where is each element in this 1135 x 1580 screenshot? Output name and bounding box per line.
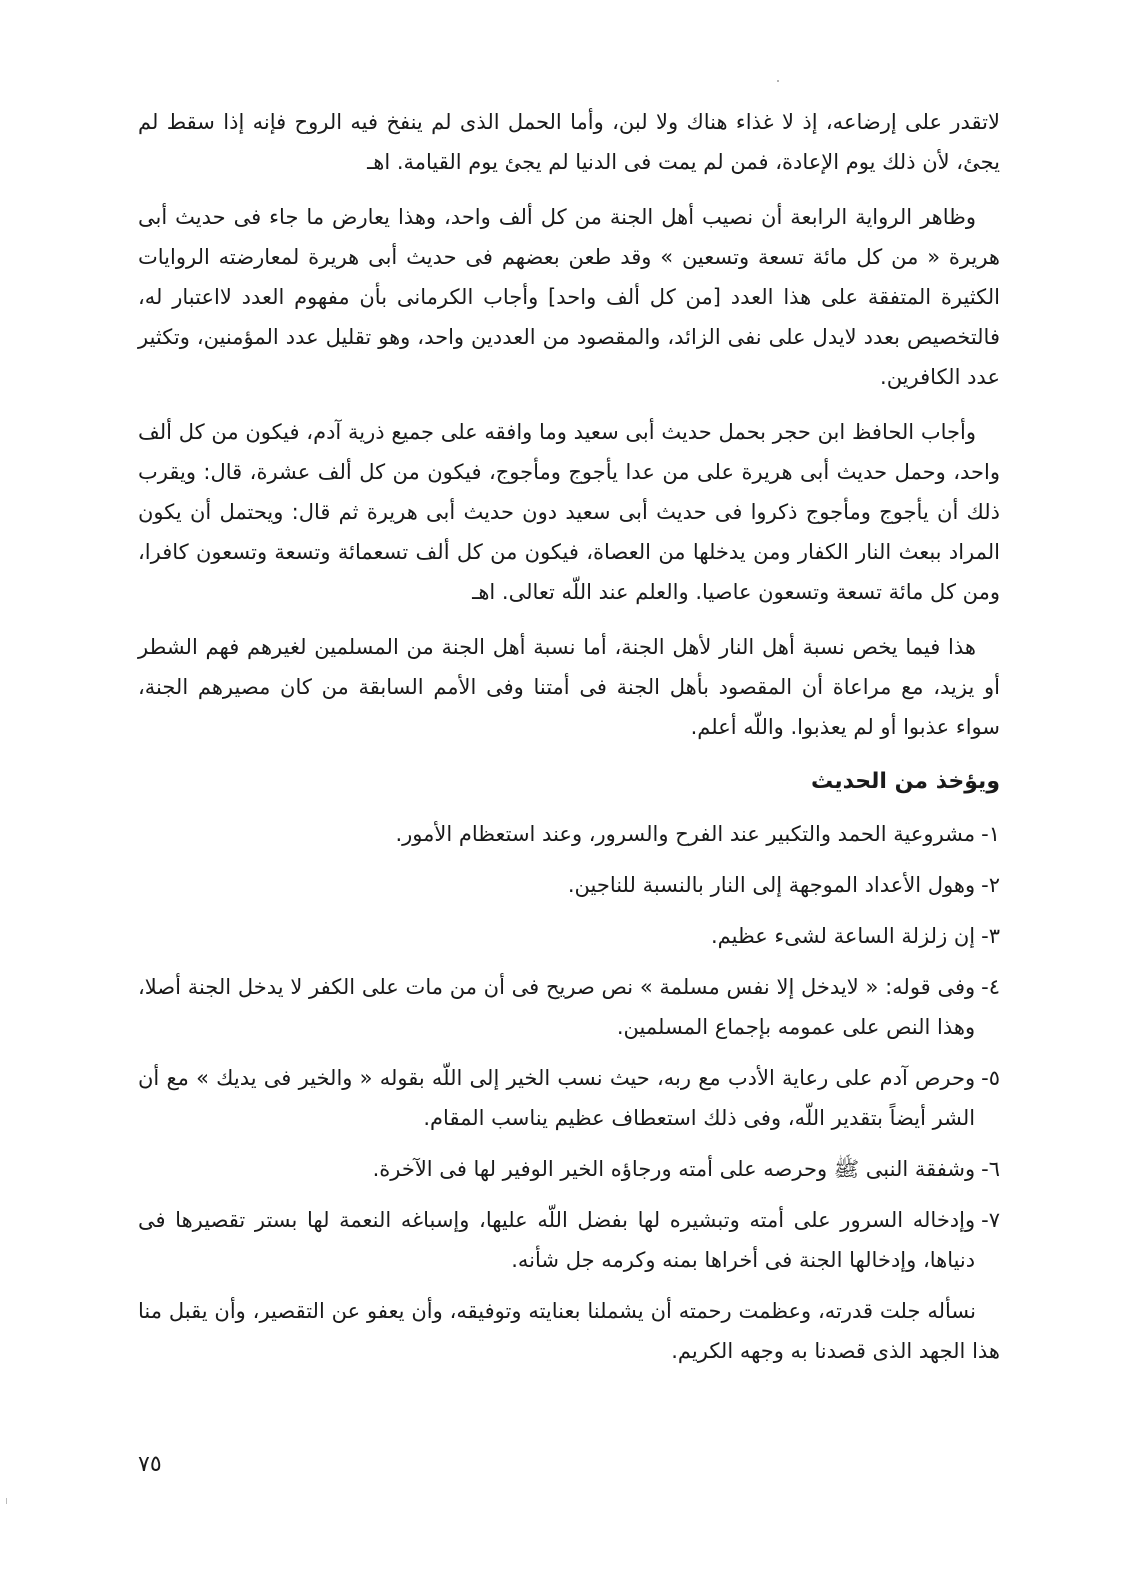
list-item-text: إن زلزلة الساعة لشىء عظيم.	[710, 924, 976, 948]
list-item	[138, 1149, 1000, 1189]
list-item-number: ٦-	[981, 1157, 1000, 1181]
list-item	[138, 814, 1000, 854]
list-item-number: ١-	[981, 822, 1000, 846]
scan-edge-mark	[6, 1498, 7, 1504]
paragraph-4: هذا فيما يخص نسبة أهل النار لأهل الجنة، أما نسبة أهل الجنة من المسلمين لغيرهم فهم الشطر أو يزيد، مع مراعاة أن المقصود بأهل الجنة فى أمتنا وفى الأمم السابقة من كان مصيرهم الجنة، سواء عذبوا أو لم يعذبوا. واللّه أعلم.	[138, 635, 1000, 739]
paragraph-3: وأجاب الحافظ ابن حجر بحمل حديث أبى سعيد وما وافقه على جميع ذرية آدم، فيكون من كل ألف واحد، وحمل حديث أبى هريرة على من عدا يأجوج ومأجوج، فيكون من كل ألف عشرة، قال: ويقرب ذلك أن يأجوج ومأجوج ذكروا فى حديث أبى سعيد دون حديث أبى هريرة ثم قال: ويحتمل أن يكون المراد ببعث النار الكفار ومن يدخلها من العصاة، فيكون من كل ألف تسعمائة وتسعة وتسعون كافرا، ومن كل مائة تسعة وتسعون عاصيا. والعلم عند اللّه تعالى. اهـ	[138, 420, 1000, 604]
list-item-text: وإدخاله السرور على أمته وتبشيره لها بفضل اللّه عليها، وإسباغه النعمة لها بستر تقصيرها فى دنياها، وإدخالها الجنة فى أخراها بمنه وكرمه جل شأنه.	[138, 1208, 976, 1272]
list-item-text: مشروعية الحمد والتكبير عند الفرح والسرور، وعند استعظام الأمور.	[395, 822, 976, 846]
list-item-text: وهول الأعداد الموجهة إلى النار بالنسبة للناجين.	[567, 873, 976, 897]
list-item	[138, 865, 1000, 905]
list-item-number: ٧-	[981, 1208, 1000, 1232]
paragraph-1: لاتقدر على إرضاعه، إذ لا غذاء هناك ولا لبن، وأما الحمل الذى لم ينفخ فيه الروح فإنه إذا سقط لم يجئ، لأن ذلك يوم الإعادة، فمن لم يمت فى الدنيا لم يجئ يوم القيامة. اهـ	[138, 110, 1000, 174]
page-body	[138, 102, 1000, 1386]
list-item-number: ٤-	[981, 975, 1000, 999]
paragraph-2: وظاهر الرواية الرابعة أن نصيب أهل الجنة من كل ألف واحد، وهذا يعارض ما جاء فى حديث أبى هريرة « من كل مائة تسعة وتسعين » وقد طعن بعضهم فى حديث أبى هريرة لمعارضته الروايات الكثيرة المتفقة على هذا العدد [من كل ألف واحد] وأجاب الكرمانى بأن مفهوم العدد لااعتبار له، فالتخصيص بعدد لايدل على نفى الزائد، والمقصود من العددين واحد، وهو تقليل عدد المؤمنين، وتكثير عدد الكافرين.	[138, 205, 1000, 389]
list-item-number: ٥-	[981, 1066, 1000, 1090]
list-item-number: ٣-	[981, 924, 1000, 948]
list-item	[138, 916, 1000, 956]
scan-dot	[777, 80, 779, 82]
list-item	[138, 967, 1000, 1047]
page-number: ٧٥	[138, 1452, 162, 1477]
list-item-text: وحرص آدم على رعاية الأدب مع ربه، حيث نسب الخير إلى اللّه بقوله « والخير فى يديك » مع أن الشر أيضاً بتقدير اللّه، وفى ذلك استعطاف عظيم يناسب المقام.	[138, 1066, 976, 1130]
list-item-number: ٢-	[981, 873, 1000, 897]
section-heading: ويؤخذ من الحديث	[811, 769, 1000, 794]
list-item	[138, 1200, 1000, 1280]
list-item-text: وفى قوله: « لايدخل إلا نفس مسلمة » نص صريح فى أن من مات على الكفر لا يدخل الجنة أصلا، وهذا النص على عمومه بإجماع المسلمين.	[138, 975, 976, 1039]
closing-paragraph: نسأله جلت قدرته، وعظمت رحمته أن يشملنا بعنايته وتوفيقه، وأن يعفو عن التقصير، وأن يقبل منا هذا الجهد الذى قصدنا به وجهه الكريم.	[138, 1299, 1000, 1363]
benefits-list	[138, 814, 1000, 1280]
list-item	[138, 1058, 1000, 1138]
list-item-text: وشفقة النبى ﷺ وحرصه على أمته ورجاؤه الخير الوفير لها فى الآخرة.	[372, 1157, 976, 1181]
